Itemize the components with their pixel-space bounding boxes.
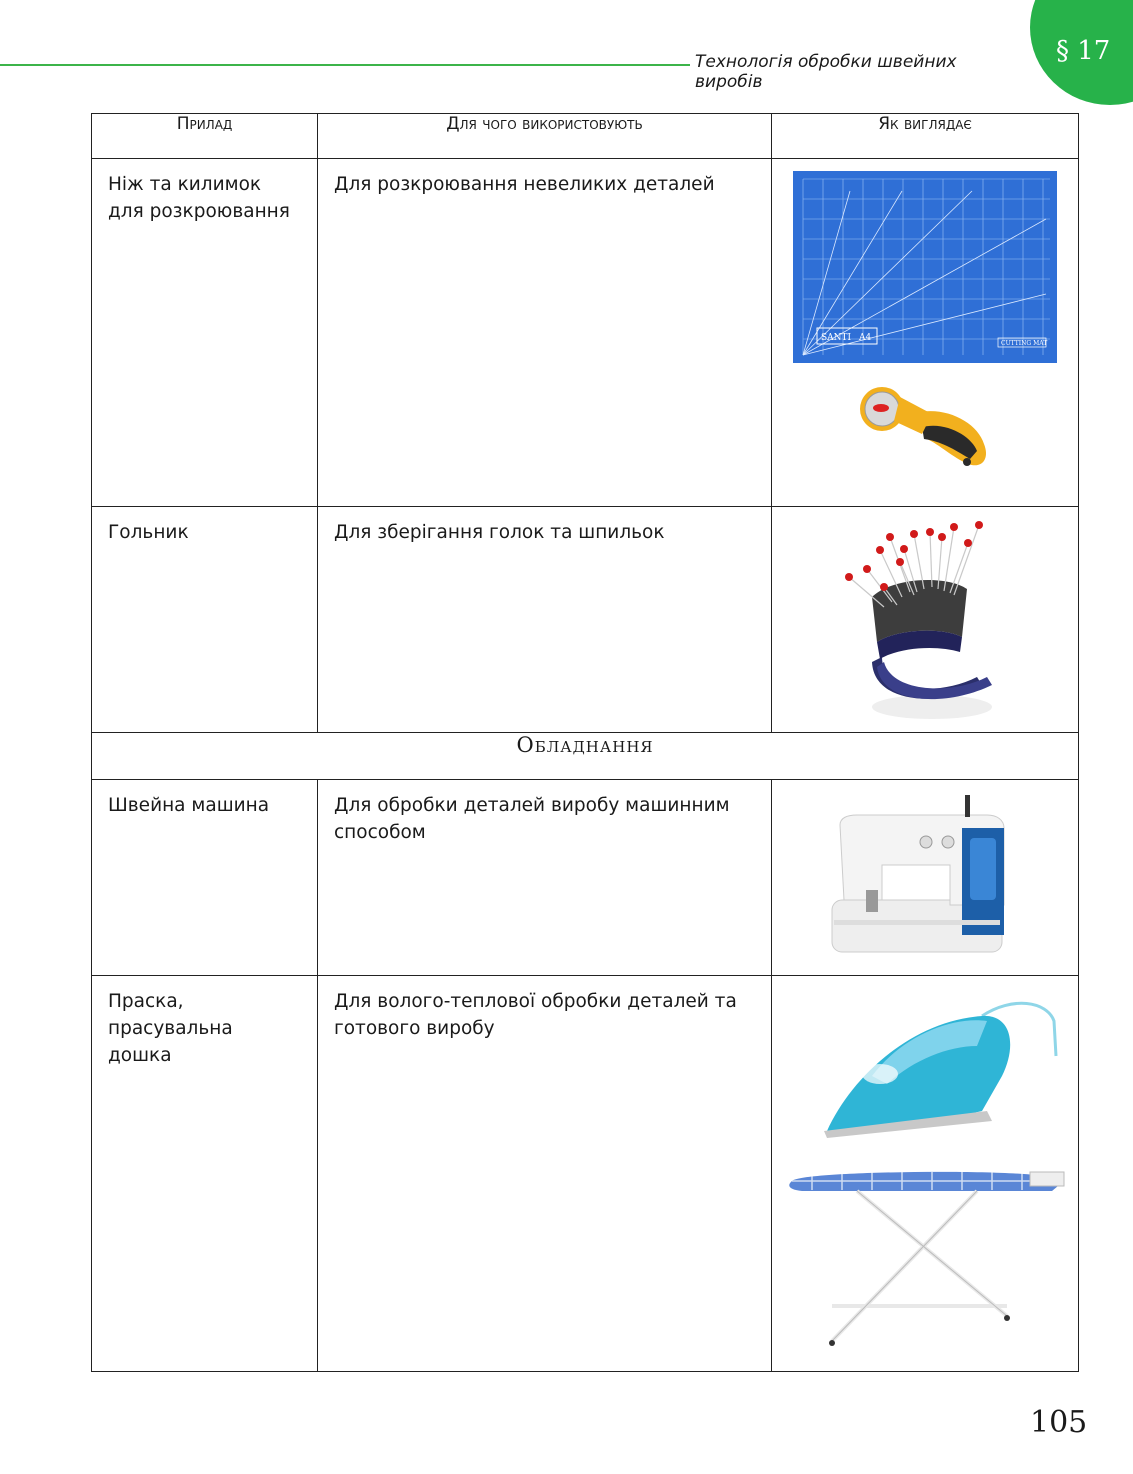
column-header-tool: Прилад [92, 114, 318, 159]
iron-and-board-image [772, 976, 1077, 1370]
table-row [92, 159, 1079, 507]
mat-size: A4 [859, 333, 872, 343]
header-rule [0, 64, 690, 66]
tool-name: Праска, прасувальна дошка [108, 991, 233, 1066]
tool-images [772, 507, 1079, 733]
page-number: 105 [1030, 1405, 1088, 1440]
table-header-row [92, 114, 1079, 159]
table-row [92, 976, 1079, 1372]
column-header-purpose: Для чого використовують [318, 114, 772, 159]
section-number: § 17 [1056, 36, 1111, 66]
section-title: Обладнання [92, 733, 1079, 780]
mat-brand: SANTI [821, 333, 852, 343]
table-row [92, 507, 1079, 733]
tool-purpose: Для волого-теплової обробки деталей та готового виробу [334, 991, 737, 1039]
tool-images [772, 976, 1079, 1372]
tool-images [772, 159, 1079, 507]
chapter-title: Технологія обробки швейних виробів [695, 52, 957, 92]
iron-image [824, 1003, 1056, 1138]
ironing-board-image [789, 1172, 1064, 1346]
tool-purpose: Для розкроювання невеликих деталей [334, 174, 715, 195]
tool-purpose: Для обробки деталей виробу машинним способом [334, 795, 730, 843]
tool-purpose: Для зберігання голок та шпильок [334, 522, 665, 543]
pin-cushion-image [772, 507, 1077, 731]
cutting-mat-image [772, 159, 1077, 505]
tool-images [772, 780, 1079, 976]
table-row [92, 780, 1079, 976]
tool-name: Гольник [108, 522, 189, 543]
tool-name: Швейна машина [108, 795, 270, 816]
section-row [92, 733, 1079, 780]
column-header-appearance: Як виглядає [772, 114, 1079, 159]
rotary-cutter-image [860, 387, 986, 466]
tool-name: Ніж та килимок для розкроювання [108, 174, 290, 222]
sewing-machine-image [772, 780, 1077, 974]
mat-label: CUTTING MAT [1001, 340, 1048, 347]
tools-table [91, 113, 1079, 1372]
